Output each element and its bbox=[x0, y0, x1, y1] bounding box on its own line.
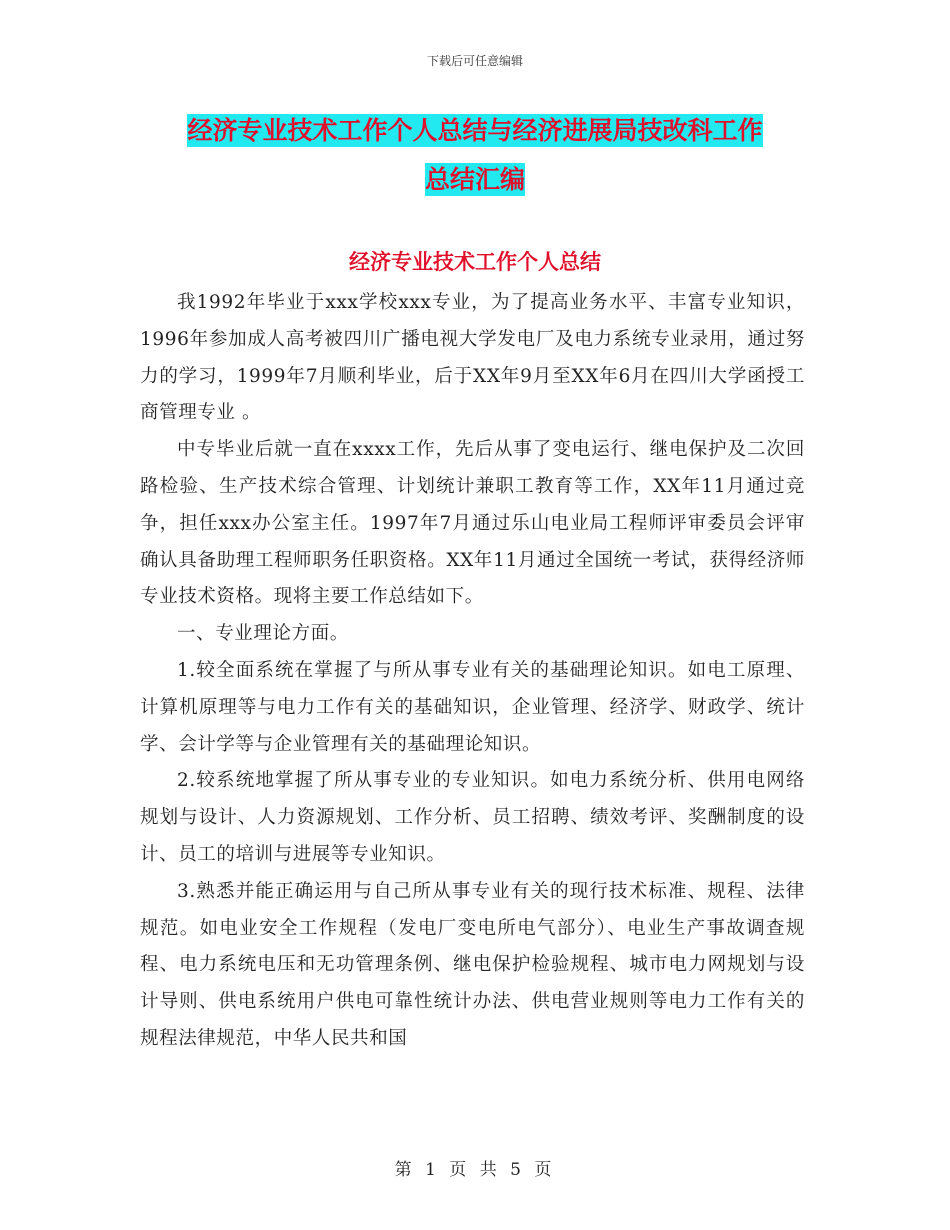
paragraph: 2.较系统地掌握了所从事专业的专业知识。如电力系统分析、供用电网络规划与设计、人力资源规划、工作分析、员工招聘、绩效考评、奖酬制度的设计、员工的培训与进展等专业知识。 bbox=[140, 770, 805, 865]
paragraph: 1.较全面系统在掌握了与所从事专业有关的基础理论知识。如电工原理、计算机原理等与电力工作有关的基础知识，企业管理、经济学、财政学、统计学、会计学等与企业管理有关的基础理论知识。 bbox=[140, 659, 805, 755]
paragraph: 3.熟悉并能正确运用与自己所从事专业有关的现行技术标准、规程、法律规范。如电业安全工作规程（发电厂变电所电气部分）、电业生产事故调查规程、电力系统电压和无功管理条例、继电保护检验规程、城市电力网规划与设计导则、供电系统用户供电可靠性统计办法、供电营业规则等电力工作有关的规程法律规范，中华人民共和国 bbox=[140, 880, 805, 1049]
paragraph: 我1992年毕业于xxx学校xxx专业，为了提高业务水平、丰富专业知识，1996年参加成人高考被四川广播电视大学发电厂及电力系统专业录用，通过努力的学习，1999年7月顺利毕业，后于XX年9月至XX年6月在四川大学函授工商管理专业 。 bbox=[140, 292, 805, 424]
paragraph: 一、专业理论方面。 bbox=[177, 623, 349, 645]
body-text bbox=[140, 285, 805, 1058]
header-note: 下载后可任意编辑 bbox=[426, 54, 523, 68]
paragraph: 中专毕业后就一直在xxxx工作，先后从事了变电运行、继电保护及二次回路检验、生产技术综合管理、计划统计兼职工教育等工作，XX年11月通过竞争，担任xxx办公室主任。1997年7月通过乐山电业局工程师评审委员会评审确认具备助理工程师职务任职资格。XX年11月通过全国统一考试，获得经济师专业技术资格。现将主要工作总结如下。 bbox=[140, 439, 805, 608]
title-line-1: 经济专业技术工作个人总结与经济进展局技改科工作 bbox=[187, 116, 763, 145]
title-line-2: 总结汇编 bbox=[424, 165, 525, 194]
section-title: 经济专业技术工作个人总结 bbox=[349, 250, 601, 274]
document-title bbox=[140, 106, 810, 204]
page-footer: 第 1 页 共 5 页 bbox=[394, 1160, 556, 1180]
